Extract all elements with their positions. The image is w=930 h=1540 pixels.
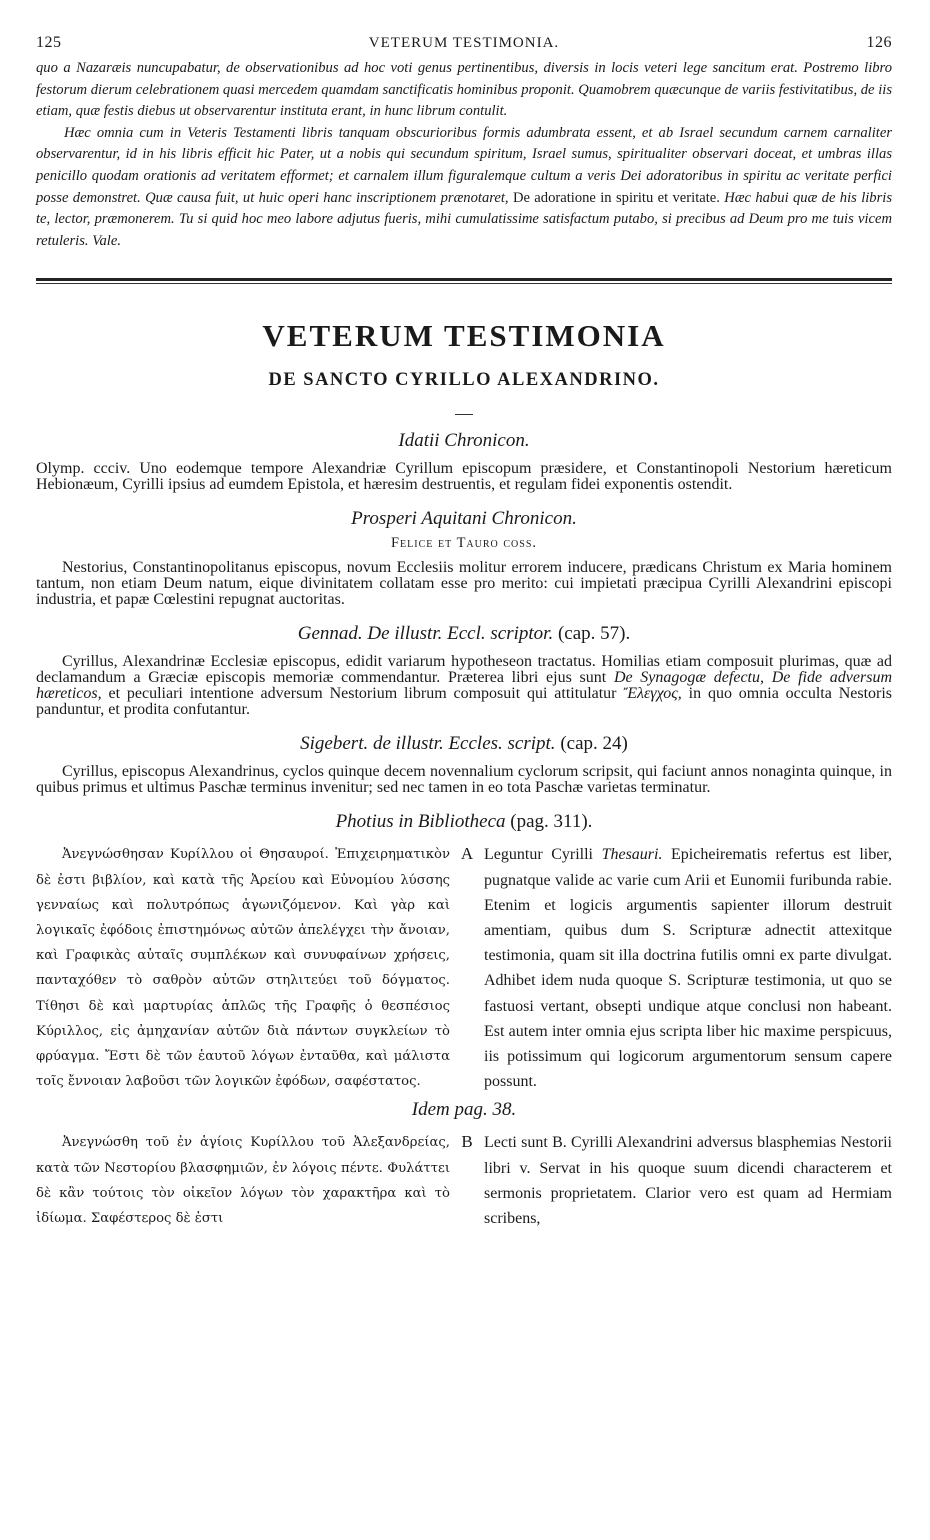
photius-column-marker: A xyxy=(460,844,474,864)
page-number-right: 126 xyxy=(866,34,892,51)
section-text-prosper: Nestorius, Constantinopolitanus episcopus, novum Ecclesiis molitur errorem inducere, prædicans Christum ex Maria hominem tantum, non etiam Deum natum, eique divinitatem collatam esse pro merito: cui impietati præcipua Cyrilli Alexandrini episcopi industria, et papæ Cœlestini repugnat auctoritas. xyxy=(36,559,892,609)
section-text-gennadius xyxy=(36,654,892,718)
idem-head-title: Idem xyxy=(411,1099,450,1121)
section-head-idatius: Idatii Chronicon. xyxy=(398,430,530,452)
section-subhead-prosper: Felice et Tauro coss. xyxy=(390,535,538,552)
preface-paragraph-1: quo a Nazaræis nuncupabatur, de observationibus ad hoc voti genus pertinentibus, diversis in locis veteri lege sancitum erat. Postremo libro festorum dierum celebrationem quasi mercedem quamdam sanctificatis hominibus proponit. Quamobrem quæcunque de variis festivitatibus, de iis etiam, quæ festis diebus ut observarentur instituta erant, in hunc librum contulit. xyxy=(36,60,892,120)
gennadius-text-c: in quo omnia occulta Nestoris panduntur, et prodita confutantur. xyxy=(36,685,893,719)
gennadius-work-3: Ἔλεγχος, xyxy=(623,685,682,703)
preface-work-title: De adoratione in spiritu et veritate. xyxy=(512,189,720,206)
gennadius-work-2: De fide adversum hæreticos, xyxy=(36,669,893,703)
photius-latin-b: Epicheirematis refertus est liber, pugnatque valide ac varie cum Arii et Eunomii furibunda rabie. Etenim et logicis argumentis sapienter illorum destruit amentiam, quibus dum S. Scripturæ adnectit attexitque testimonia, quam sit illa doctrina futilis omni ex parte divulgat. Adhibet idem nuda quoque S. Scripturæ testimonia, ut quo se fastuosi vertant, obsepti undique atque conclusi non habeant. Est autem inter omnia ejus scripta liber hic maxime perspicuus, iis potissimum qui logicorum argumentorum sensum capere possunt. xyxy=(484,846,892,1091)
section-text-sigebert: Cyrillus, episcopus Alexandrinus, cyclos quinque decem novennalium cyclorum scripsit, qui faciunt annos nonaginta quinque, in quibus primus et ultimus Paschæ terminus invenitur; sed nec tamen in eo tota Paschæ varietas terminatur. xyxy=(36,763,892,797)
sigebert-head-ref: (cap. 24) xyxy=(560,733,628,755)
idem-head-ref: pag. 38. xyxy=(454,1099,517,1121)
idem-column-marker: B xyxy=(461,1132,473,1152)
sub-title: DE SANCTO CYRILLO ALEXANDRINO. xyxy=(268,370,660,391)
section-head-sigebert xyxy=(36,732,892,756)
photius-head-ref: (pag. 311). xyxy=(510,811,593,833)
photius-greek-column: Ἀνεγνώσθησαν Κυρίλλου οἱ Θησαυροί. Ἐπιχειρηματικὸν δὲ ἐστι βιβλίον, καὶ κατὰ τῆς Ἀρείου καὶ Εὐνομίου λύσσης γενναίως καὶ πολυτρόπως ἀγωνιζόμενον. Καὶ γὰρ καὶ λογικαῖς ἐφόδοις ἐπιστημόνως αὐτῶν ἀπελέγχει τὴν ἄνοιαν, καὶ Γραφικὰς αὐταῖς συμπλέκων καὶ συνυφαίνων χρήσεις, πανταχόθεν τὸ σαθρὸν αὐτῶν στηλιτεύει τοῦ δόγματος. Τίθησι δὲ καὶ μαρτυρίας ἁπλῶς τῆς Γραφῆς ὁ θεσπέσιος Κύριλλος, εἰς ἀμηχανίαν αὐτῶν διὰ πάντων συγκλείων τὸ φρύαγμα. Ἔστι δὲ τῶν ἑαυτοῦ λόγων ἐνταῦθα, καὶ μάλιστα τοῖς ἔννοιαν λαβοῦσι τῶν λογικῶν ἐφόδων, σαφέστατος. xyxy=(36,847,450,1090)
section-rule-thin xyxy=(36,283,892,284)
photius-latin-a: Leguntur Cyrilli xyxy=(484,846,593,864)
section-head-photius xyxy=(36,810,892,834)
section-head-gennadius xyxy=(36,622,892,646)
preface-p2-part-a: Hæc omnia cum in Veteris Testamenti libris tanquam obscurioribus formis adumbrata essent, et ab Israel secundum carnem carnaliter observarentur, id in his libris efficit hic Pater, ut a nobis qui secundum spiritum, Israel sumus, spiritualiter observari doceat, et umbras illas penicillo quodam orationis ad veritatem efformet; et carnalem illum figuralemque cultum a veris Dei adoratoribus in spiritu ac veritate perfici posse demonstret. Quæ causa fuit, ut huic operi hanc inscriptionem prænotaret, xyxy=(36,124,892,206)
section-head-prosper: Prosperi Aquitani Chronicon. xyxy=(351,508,577,530)
idem-parallel-columns xyxy=(36,1130,892,1231)
gennadius-text-b: et peculiari intentione adversum Nestorium librum composuit qui attitulatur xyxy=(108,685,617,703)
idem-latin-column: Lecti sunt B. Cyrilli Alexandrini adversus blasphemias Nestorii libri v. Servat in his quoque suum dicendi characterem et sermonis proprietatem. Clarior vero est quam ad Hermiam scribens, xyxy=(484,1134,892,1227)
running-title: VETERUM TESTIMONIA. xyxy=(368,35,560,51)
photius-latin-column xyxy=(484,842,892,1094)
gennadius-head-title: Gennad. De illustr. Eccl. scriptor. xyxy=(297,623,554,645)
photius-head-title: Photius in Bibliotheca xyxy=(335,811,506,833)
gennadius-head-ref: (cap. 57). xyxy=(557,623,631,645)
title-dash xyxy=(455,414,473,415)
preface-p2-part-c: Hæc habui quæ de his libris te, lector, præmonerem. Tu si quid hoc meo labore adjutus fueris, mihi cumulatissime satisfactum putabo, si precibus ad Deum pro me tuis vicem retuleris. Vale. xyxy=(36,189,893,249)
photius-parallel-columns xyxy=(36,842,892,1094)
gennadius-work-1: De Synagogæ defectu, xyxy=(613,669,764,687)
preface-text xyxy=(36,58,892,252)
section-text-idatius: Olymp. ccciv. Uno eodemque tempore Alexandriæ Cyrillum episcopum præsidere, et Constantinopoli Nestorium hæreticum Hebionæum, Cyrilli ipsius ad eumdem Epistola, et hæresim destruentis, et regulam fidei exponentis ostendit. xyxy=(36,460,892,494)
photius-latin-title: Thesauri. xyxy=(601,846,663,864)
idem-greek-column: Ἀνεγνώσθη τοῦ ἐν ἁγίοις Κυρίλλου τοῦ Ἀλεξανδρείας, κατὰ τῶν Νεστορίου βλασφημιῶν, ἐν λόγοις πέντε. Φυλάττει δὲ κἂν τούτοις τὸν οἰκεῖον λόγων τὸν χαρακτῆρα καὶ τὸ ἰδίωμα. Σαφέστερος δὲ ἐστι xyxy=(36,1135,450,1226)
preface-paragraph-2 xyxy=(36,123,892,253)
running-head xyxy=(36,34,892,58)
page-number-left: 125 xyxy=(36,34,62,51)
section-rule-thick xyxy=(36,278,892,281)
gennadius-text-a: Cyrillus, Alexandrinæ Ecclesiæ episcopus, edidit variarum hypotheseon tractatus. Homilias etiam composuit plurimas, quæ ad declamandum a Græciæ episcopis memoriæ commendantur. Præterea libri ejus sunt xyxy=(36,653,892,687)
main-title: VETERUM TESTIMONIA xyxy=(262,318,666,354)
sigebert-head-title: Sigebert. de illustr. Eccles. script. xyxy=(300,733,556,755)
section-head-idem xyxy=(36,1098,892,1122)
